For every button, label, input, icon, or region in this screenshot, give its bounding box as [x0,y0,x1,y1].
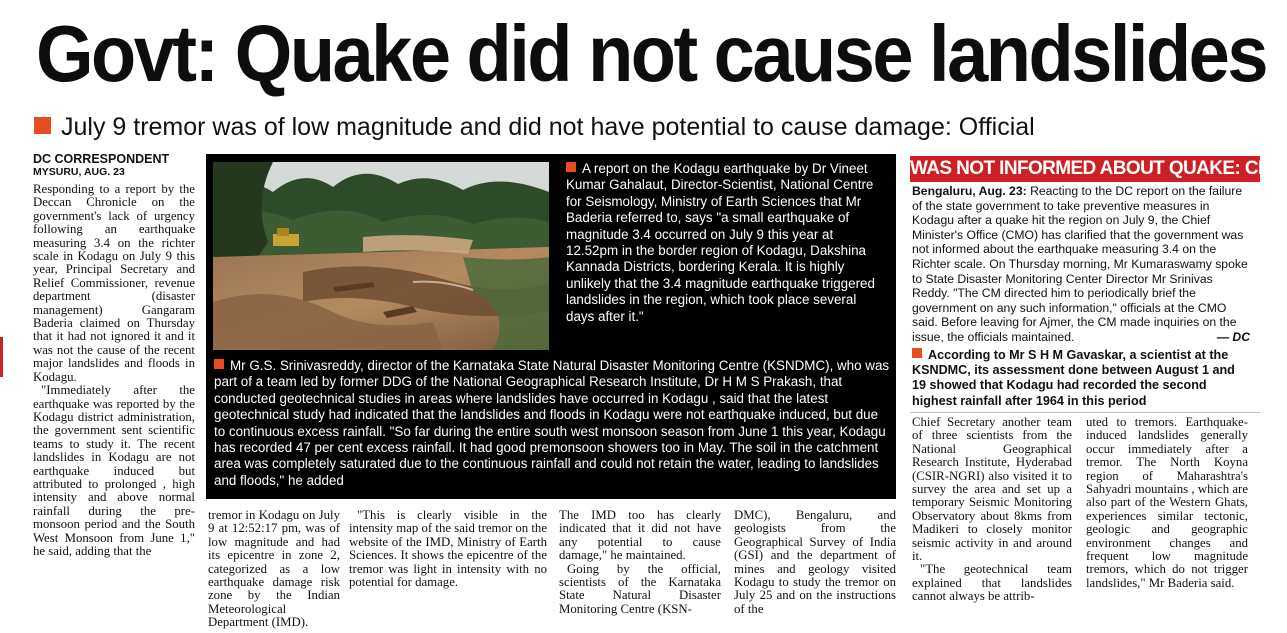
gavaskar-note-text: According to Mr S H M Gavaskar, a scientist at the KSNDMC, its assessment done between August 1 and 19 showed that Kodagu had recorded the second highest rainfall after 1964 in this period [912,348,1235,408]
subhead-text: July 9 tremor was of low magnitude and did not have potential to cause damage: Official [61,113,1035,141]
article-paragraph: "Immediately after the earthquake was reported by the Kodagu district administration, the government sent scientific teams to study it. The recent landslides in Kodagu are not earthquake induced but attributed to prolonged , high intensity and above normal rainfall during the pre- monsoon period and the South West Monsoon from June 1," he said, adding that the [33,383,195,558]
article-paragraph: The IMD too has clearly indicated that it did not have any potential to cause damage," he maintained. [559,508,721,563]
quote-srinivasreddy [214,358,890,494]
sidebar-dateline: Bengaluru, Aug. 23: [912,184,1027,198]
article-column-2 [208,508,340,630]
article-column-3 [349,509,547,619]
gavaskar-note [912,348,1250,409]
bullet-square-icon [912,348,922,358]
page-edge-marker [0,337,3,377]
article-paragraph: DMC), Bengaluru, and geologists from the Geographical Survey of India (GSI) and the department of mines and geology visited Kodagu to study the tremor on July 25 and on the instructions of the [734,508,896,616]
divider [910,412,1260,413]
article-paragraph: Chief Secretary another team of three scientists from the National Geographical Research Institute, Hyderabad (CSIR-NGRI) also visited it to survey the area and set up a temporary Seismic Monitoring Observatory about 8kms from Madikeri to closely monitor seismic activity in and around it. [912,415,1072,564]
bullet-square-icon [214,359,224,369]
sidebar-header: WAS NOT INFORMED ABOUT QUAKE: CMO [910,156,1260,182]
article-paragraph: "The geotechnical team explained that landslides cannot always be attrib- [912,562,1072,604]
landslide-photo [213,162,549,350]
sidebar-body-text: Reacting to the DC report on the failure of the state government to take preventive measures in Kodagu after a quake hit the region on July 9, the Chief Minister's Office (CMO) has clarified that the government was not informed about the earthquake measuring 3.4 on the Richter scale. On Thursday morning, Mr Kumaraswamy spoke to State Disaster Monitoring Center Director Mr Srinivas Reddy. "The CM directed him to periodically brief the government on any such information," officials at the CMO said. Before leaving for Ajmer, the CM made inquiries on the issue, the officials maintained. [912,184,1248,344]
article-column-1 [33,183,195,623]
photo-graphic [213,162,549,350]
subhead [34,110,1254,144]
article-column-7 [1086,416,1248,619]
article-paragraph: tremor in Kodagu on July 9 at 12:52:17 pm, was of low magnitude and had its epicentre in zone 2, categorized as a low earthquake damage risk zone by the Indian Meteorological Department (IMD). [208,508,340,630]
article-paragraph: Responding to a report by the Deccan Chronicle on the government's lack of urgency following an earthquake measuring 3.4 on the richter scale in Kodagu on July 9 this year, Principal Secretary and Relief Commissioner, revenue department (disaster management) Gangaram Baderia claimed on Thursday that it had not ignored it and it was not the cause of the recent major landslides and floods in Kodagu. [33,182,195,384]
article-paragraph: Going by the official, scientists of the Karnataka State Natural Disaster Monitoring Centre (KSN- [559,561,721,616]
quote-report [566,161,888,351]
sidebar-body [912,184,1250,345]
byline-name: DC CORRESPONDENT [33,152,170,166]
headline: Govt: Quake did not cause landslides [36,8,1266,99]
quote-report-text: A report on the Kodagu earthquake by Dr Vineet Kumar Gahalaut, Director-Scientist, National Centre for Seismology, Ministry of Earth Sciences that Mr Baderia referred to, says "a small earthquake of magnitude 3.4 occurred on July 9 this year at 12.52pm in the border region of Kodagu, Dakshina Kannada Districts, bordering Kerala. It is highly unlikely that the 3.4 magnitude earthquake triggered landslides in the region, which took place several days after it." [566,161,875,324]
bullet-square-icon [566,162,576,172]
article-column-4 [559,509,721,619]
quote-srinivasreddy-text: Mr G.S. Srinivasreddy, director of the Karnataka State Natural Disaster Monitoring Centre (KSNDMC), who was part of a team led by former DDG of the National Geographical Research Institute, Dr H M S Prakash, that conducted geotechnical studies in areas where landslides have occurred in Kodagu , said that the latest geotechnical study had indicated that the landslides and floods in Kodagu were not earthquake induced, but due to continuous excess rainfall. "So far during the entire south west monsoon season from June 1 this year, Kodagu has recorded 47 per cent excess rainfall. It had good premonsoon showers too in May. The soil in the catchment area was completely saturated due to the continuous rainfall and could not retain the water, leading to landslides and floods," he added [214,358,890,488]
bullet-square-icon [34,117,51,134]
article-column-6 [912,416,1072,619]
article-paragraph: "This is clearly visible in the intensity map of the said tremor on the website of the IMD, Ministry of Earth Sciences. It shows the epicentre of the tremor was light in intensity with no potential for damage. [349,508,547,590]
sidebar-signoff: — DC [1216,329,1250,344]
article-paragraph: uted to tremors. Earthquake- induced landslides generally occur immediately after a tremor. The North Koyna region of Maharashtra's Sahyadri mountains , which are also part of the Western Ghats, experiences similar tectonic, geologic and geographic environment changes and frequent low magnitude tremors, which do not trigger landslides," Mr Baderia said. [1086,415,1248,590]
byline [33,152,203,179]
byline-place: MYSURU, AUG. 23 [33,166,125,178]
article-column-5 [734,509,896,619]
